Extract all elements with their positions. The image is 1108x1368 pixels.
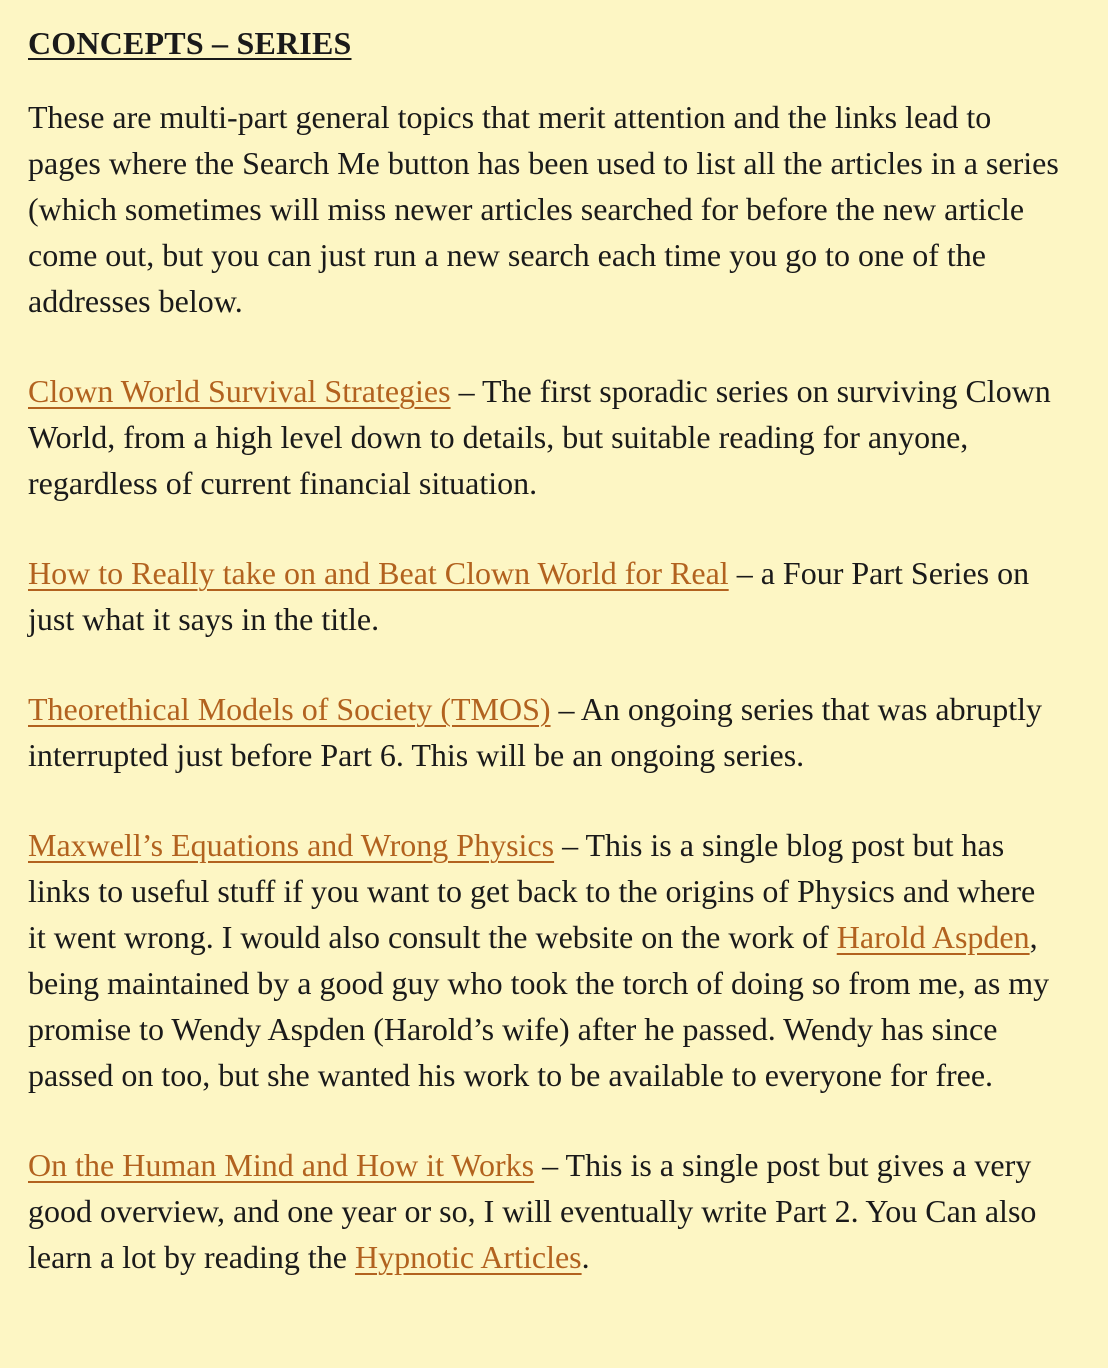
series-item-clown-world-survival (28, 368, 1060, 506)
maxwell-equations-link[interactable]: Maxwell’s Equations and Wrong Physics (28, 827, 555, 863)
page-title: CONCEPTS – SERIES (28, 25, 352, 61)
series-description: – This is a single blog post but has links to useful stuff if you want to get back to the origins of Physics and where it went wrong. I would also consult the website on the work of (28, 827, 1036, 955)
series-description-continued: . (581, 1239, 590, 1275)
series-item-maxwell (28, 822, 1060, 1098)
series-description-continued: , being maintained by a good guy who took the torch of doing so from me, as my promise to Wendy Aspden (Harold’s wife) after he passed. Wendy has since passed on too, but she wanted his work to be available to everyone for free. (28, 919, 1050, 1093)
series-description: – a Four Part Series on just what it says in the title. (28, 555, 1030, 637)
clown-world-survival-link[interactable]: Clown World Survival Strategies (28, 373, 451, 409)
hypnotic-articles-link[interactable]: Hypnotic Articles (354, 1239, 582, 1275)
series-item-human-mind (28, 1142, 1060, 1280)
series-description: – This is a single post but gives a very good overview, and one year or so, I will eventually write Part 2. You Can also learn a lot by reading the (28, 1147, 1037, 1275)
human-mind-link[interactable]: On the Human Mind and How it Works (28, 1147, 535, 1183)
series-description: – An ongoing series that was abruptly interrupted just before Part 6. This will be an ongoing series. (28, 691, 1043, 773)
series-item-tmos (28, 686, 1060, 778)
series-description: – The first sporadic series on surviving Clown World, from a high level down to details, but suitable reading for anyone, regardless of current financial situation. (28, 373, 1051, 501)
harold-aspden-link[interactable]: Harold Aspden (836, 919, 1030, 955)
series-item-beat-clown-world (28, 550, 1060, 642)
beat-clown-world-link[interactable]: How to Really take on and Beat Clown World for Real (28, 555, 729, 591)
intro-paragraph: These are multi-part general topics that merit attention and the links lead to pages where the Search Me button has been used to list all the articles in a series (which sometimes will miss newer articles searched for before the new article come out, but you can just run a new search each time you go to one of the addresses below. (28, 99, 1059, 319)
tmos-link[interactable]: Theorethical Models of Society (TMOS) (28, 691, 551, 727)
